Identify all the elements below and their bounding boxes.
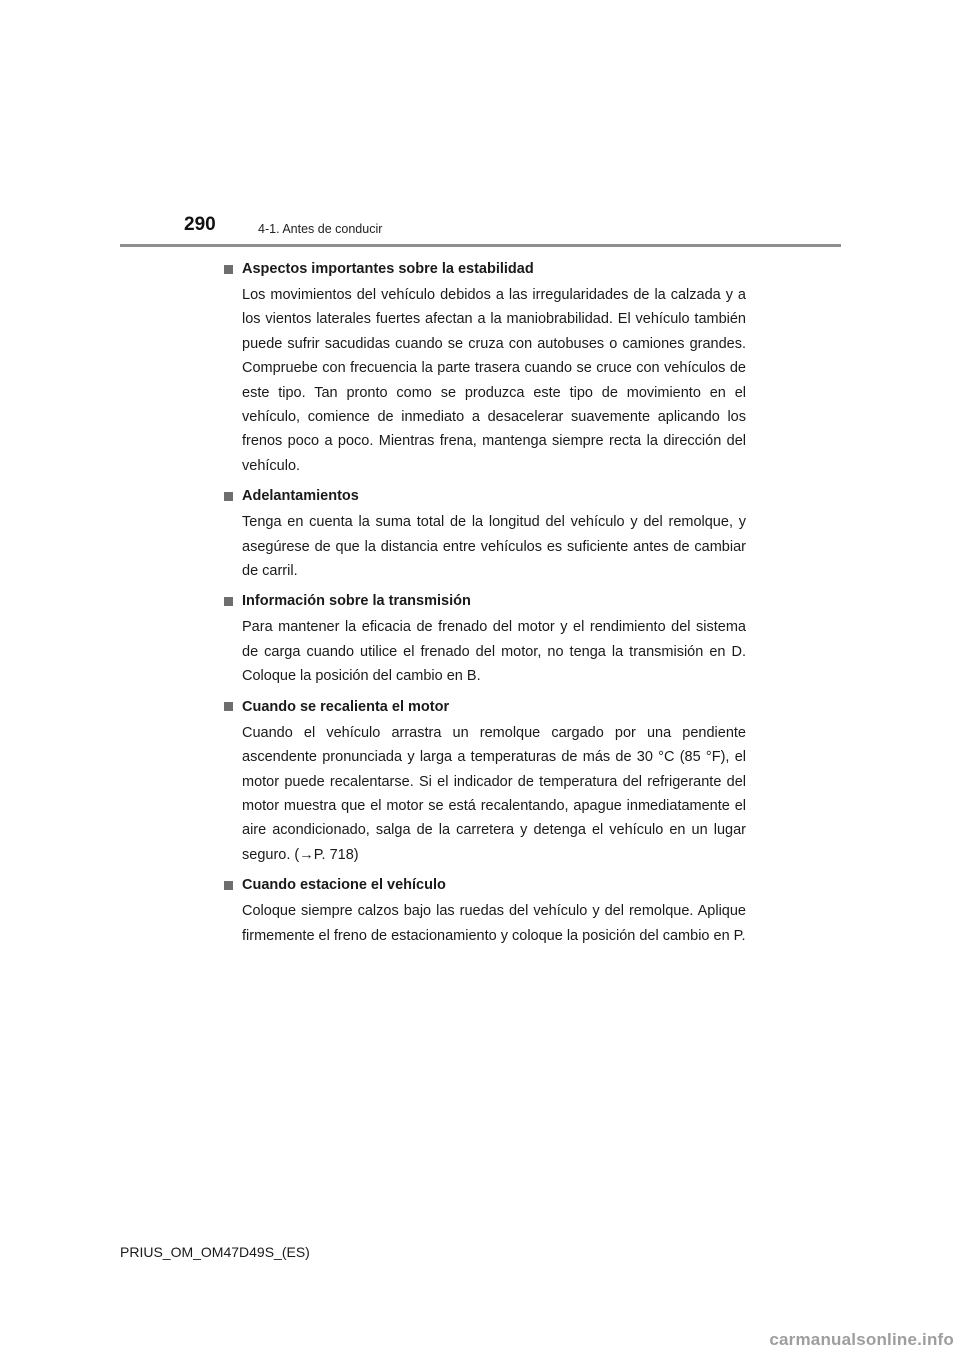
square-bullet-icon — [224, 492, 233, 501]
page-content — [224, 258, 746, 948]
section-parking — [224, 874, 746, 948]
square-bullet-icon — [224, 597, 233, 606]
section-title: Cuando se recalienta el motor — [242, 698, 450, 715]
watermark: carmanualsonline.info — [769, 1330, 954, 1349]
header-divider — [120, 244, 841, 247]
section-transmission — [224, 590, 746, 688]
section-stability — [224, 258, 746, 478]
square-bullet-icon — [224, 702, 233, 711]
section-title: Información sobre la transmisión — [242, 593, 471, 610]
section-body: Tenga en cuenta la suma total de la longitud del vehículo y del remolque, y asegúrese de que la distancia entre vehículos es suficiente antes de cambiar de carril. — [242, 514, 746, 580]
section-overtaking — [224, 485, 746, 583]
section-body: Cuando el vehículo arrastra un remolque cargado por una pendiente ascendente pronunciada y larga a temperaturas de más de 30 °C (85 °F), el motor puede recalentarse. Si el indicador de temperatura del refrigerante del motor muestra que el motor se está recalentando, apague inmediatamente el aire acondicionado, salga de la carretera y detenga el vehículo en un lugar seguro. (→P. 718) — [242, 724, 746, 863]
section-body: Coloque siempre calzos bajo las ruedas del vehículo y del remolque. Aplique firmemente el freno de estacionamiento y coloque la posición del cambio en P. — [242, 903, 746, 944]
section-title: Cuando estacione el vehículo — [242, 877, 446, 894]
section-body: Los movimientos del vehículo debidos a las irregularidades de la calzada y a los vientos laterales fuertes afectan a la maniobrabilidad. El vehículo también puede sufrir sacudidas cuando se cruza con autobuses o camiones grandes. Compruebe con frecuencia la parte trasera cuando se cruce con vehículos de este tipo. Tan pronto como se produzca este tipo de movimiento en el vehículo, comience de inmediato a desacelerar suavemente aplicando los frenos poco a poco. Mientras frena, mantenga siempre recta la dirección del vehículo. — [242, 287, 746, 474]
document-code: PRIUS_OM_OM47D49S_(ES) — [120, 1244, 310, 1260]
page-number: 290 — [184, 214, 216, 235]
section-title: Aspectos importantes sobre la estabilidad — [242, 261, 534, 277]
section-label: 4-1. Antes de conducir — [258, 222, 383, 236]
square-bullet-icon — [224, 881, 233, 890]
square-bullet-icon — [224, 265, 233, 274]
section-body: Para mantener la eficacia de frenado del motor y el rendimiento del sistema de carga cuando utilice el frenado del motor, no tenga la transmisión en D. Coloque la posición del cambio en B. — [242, 619, 746, 685]
section-title: Adelantamientos — [242, 488, 359, 505]
section-overheating — [224, 696, 746, 867]
